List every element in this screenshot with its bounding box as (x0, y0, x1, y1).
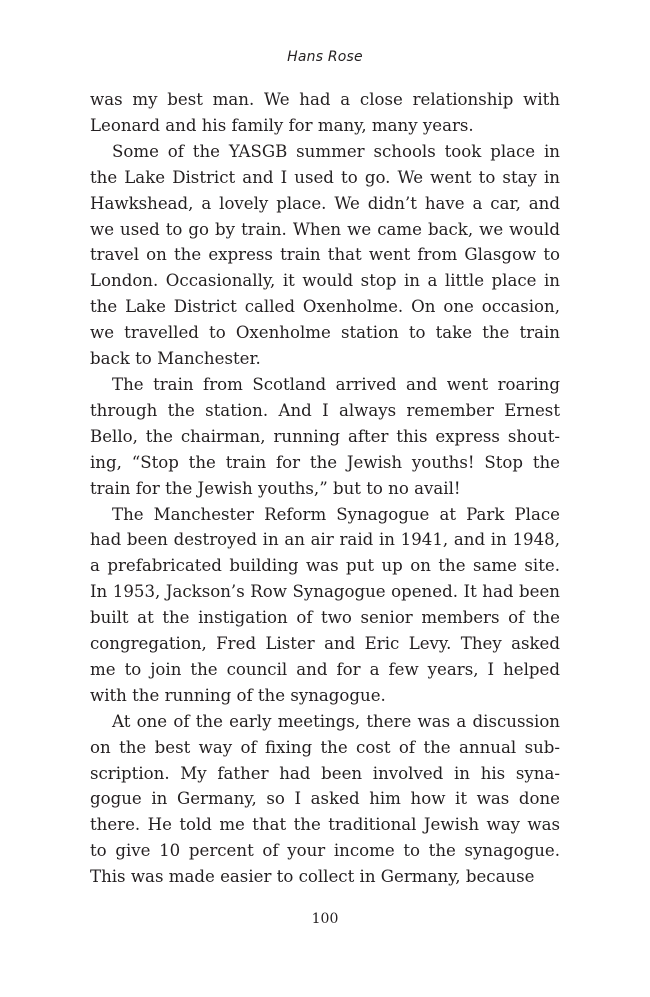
running-head: Hans Rose (287, 49, 363, 65)
paragraph-continued: was my best man. We had a close relationship with Leonard and his family for many, many years. (90, 90, 560, 135)
paragraph-reform-synagogue: The Manchester Reform Synagogue at Park Place had been destroyed in an air raid in 1941, and in 1948, a prefabricated building was put up on the same site. In 1953, Jackson’s Row Synagogue opened. It had been built at the instigation of two senior members of the congregation, Fred Lister and Eric Levy. They asked me to join the council and for a few years, I helped with the running of the synagogue. (90, 504, 560, 705)
paragraph-summer-schools: Some of the YASGB summer schools took place in the Lake District and I used to go. We went to stay in Hawkshead, a lovely place. We didn’t have a car, and we used to go by train. When we came back, we would travel on the express train that went from Glasgow to London. Occasionally, it would stop in a little place in the Lake District called Oxenholme. On one occasion, we travelled to Oxenholme station to take the train back to Manchester. (90, 141, 560, 369)
paragraph-express-train: The train from Scotland arrived and went roaring through the station. And I always remember Ernest Bello, the chairman, running after this express shouting, “Stop the train for the Jewish youths! Stop the train for the Jewish youths,” but to no avail! (90, 374, 560, 498)
paragraph-subscription: At one of the early meetings, there was a discussion on the best way of fixing the cost of the annual subscription. My father had been involved in his synagogue in Germany, so I asked him how it was done there. He told me that the traditional Jewish way was to give 10 percent of your income to the synagogue. This was made easier to collect in Germany, because (90, 711, 560, 887)
page-number: 100 (311, 911, 339, 927)
body-text (90, 87, 560, 890)
